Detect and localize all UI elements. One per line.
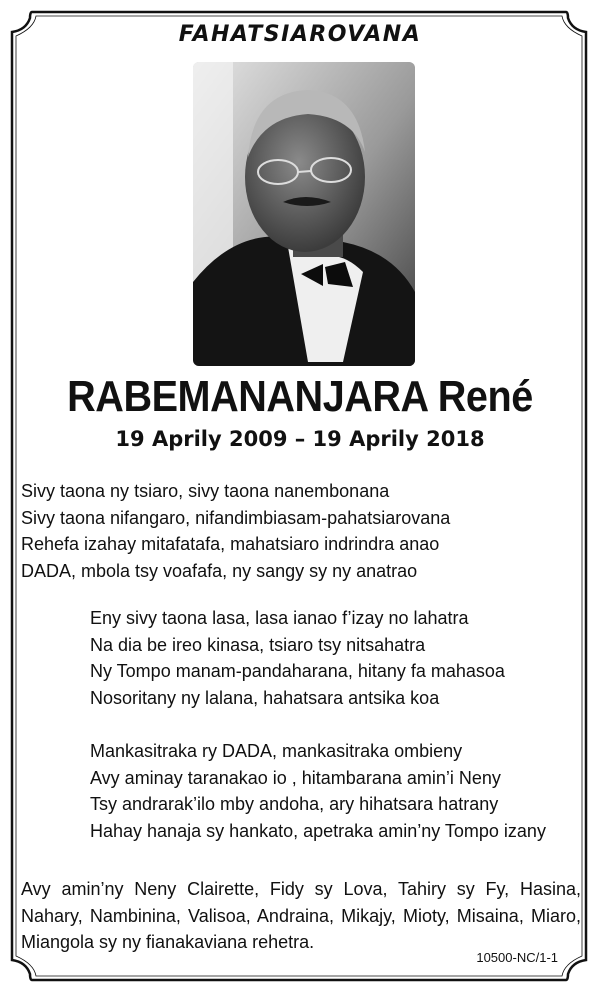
poem-stanza-3 [90, 738, 546, 844]
poem-line: Ny Tompo manam-pandaharana, hitany fa mahasoa [90, 661, 505, 681]
poem-line: Mankasitraka ry DADA, mankasitraka ombieny [90, 741, 463, 761]
poem-stanza-2 [90, 605, 505, 711]
memorial-dates: 19 Aprily 2009 – 19 Aprily 2018 [115, 427, 485, 451]
poem-line: Nosoritany ny lalana, hahatsara antsika koa [90, 687, 440, 708]
poem-line: Eny sivy taona lasa, lasa ianao f’izay no lahatra [90, 608, 469, 628]
poem-line: DADA, mbola tsy voafafa, ny sangy sy ny anatrao [21, 560, 418, 581]
reference-code: 10500-NC/1-1 [476, 950, 558, 965]
poem-stanza-1 [21, 478, 450, 584]
deceased-name: RABEMANANJARA René [67, 372, 533, 421]
poem-line: Rehefa izahay mitafatafa, mahatsiaro indrindra anao [21, 534, 440, 554]
poem-line: Hahay hanaja sy hankato, apetraka amin’ny Tompo izany [90, 820, 546, 841]
poem-line: Tsy andrarak’ilo mby andoha, ary hihatsara hatrany [90, 794, 499, 814]
poem-line: Avy aminay taranakao io , hitambarana amin’i Neny [90, 767, 501, 788]
family-signature: Avy amin’ny Neny Clairette, Fidy sy Lova, Tahiry sy Fy, Hasina, Nahary, Nambinina, Valisoa, Andraina, Mikajy, Mioty, Misaina, Miaro, Miangola sy ny fianakaviana rehetra. [21, 879, 581, 952]
poem-line: Na dia be ireo kinasa, tsiaro tsy nitsahatra [90, 634, 426, 655]
poem-line: Sivy taona ny tsiaro, sivy taona nanembonana [21, 481, 390, 501]
memorial-title: FAHATSIAROVANA [178, 22, 422, 47]
portrait-photo [193, 62, 415, 366]
poem-line: Sivy taona nifangaro, nifandimbiasam-pahatsiarovana [21, 507, 451, 528]
